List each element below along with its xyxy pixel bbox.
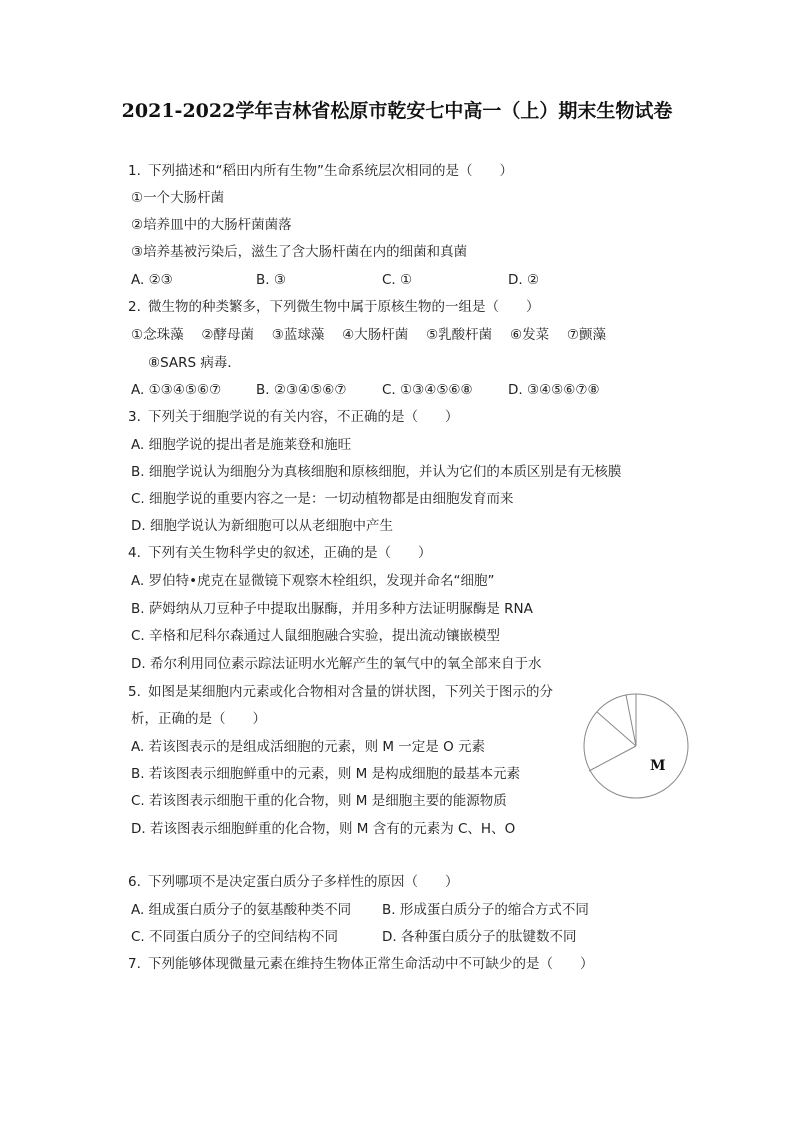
question-2 (128, 298, 540, 316)
q3-option-a: A. 细胞学说的提出者是施莱登和施旺 (131, 437, 352, 453)
q4-option-c: C. 辛格和尼科尔森通过人鼠细胞融合实验，提出流动镶嵌模型 (131, 628, 501, 644)
question-stem: 下列能够体现微量元素在维持生物体正常生命活动中不可缺少的是（ ） (148, 956, 594, 972)
q2-option-b: B. ②③④⑤⑥⑦ (256, 382, 347, 398)
pie-label-m: M (650, 758, 666, 774)
question-5-stem-continued: 析，正确的是（ ） (131, 711, 266, 727)
question-stem: 微生物的种类繁多，下列微生物中属于原核生物的一组是（ ） (148, 299, 540, 315)
q1-option-b: B. ③ (256, 272, 286, 288)
q1-item-1: ①一个大肠杆菌 (131, 190, 225, 206)
q4-option-d: D. 希尔利用同位素示踪法证明水光解产生的氧气中的氧全部来自于水 (131, 656, 542, 672)
question-stem: 如图是某细胞内元素或化合物相对含量的饼状图，下列关于图示的分 (148, 684, 553, 700)
question-number: 7. (128, 956, 141, 972)
question-3 (128, 408, 459, 426)
question-4 (128, 544, 432, 562)
q5-option-d: D. 若该图表示细胞鲜重的化合物，则 M 含有的元素为 C、H、O (131, 821, 516, 837)
q3-option-b: B. 细胞学说认为细胞分为真核细胞和原核细胞，并认为它们的本质区别是有无核膜 (131, 464, 622, 480)
question-7 (128, 955, 594, 973)
q1-item-3: ③培养基被污染后，滋生了含大肠杆菌在内的细菌和真菌 (131, 244, 468, 260)
q4-option-a: A. 罗伯特•虎克在显微镜下观察木栓组织，发现并命名“细胞” (131, 573, 495, 589)
question-number: 1. (128, 163, 141, 179)
q2-option-a: A. ①③④⑤⑥⑦ (131, 382, 222, 398)
question-number: 2. (128, 299, 141, 315)
q1-item-2: ②培养皿中的大肠杆菌菌落 (131, 217, 292, 233)
q2-option-d: D. ③④⑤⑥⑦⑧ (508, 382, 600, 398)
q6-option-a: A. 组成蛋白质分子的氨基酸种类不同 (131, 902, 352, 918)
q3-option-d: D. 细胞学说认为新细胞可以从老细胞中产生 (131, 518, 393, 534)
question-1 (128, 162, 513, 180)
q6-option-b: B. 形成蛋白质分子的缩合方式不同 (382, 902, 589, 918)
question-stem: 下列有关生物科学史的叙述，正确的是（ ） (148, 545, 432, 561)
question-number: 3. (128, 409, 141, 425)
q3-option-c: C. 细胞学说的重要内容之一是：一切动植物都是由细胞发育而来 (131, 491, 514, 507)
question-number: 6. (128, 874, 141, 890)
pie-chart-figure (580, 682, 692, 800)
q6-option-d: D. 各种蛋白质分子的肽键数不同 (382, 929, 577, 945)
question-stem: 下列哪项不是决定蛋白质分子多样性的原因（ ） (148, 874, 459, 890)
question-number: 4. (128, 545, 141, 561)
q5-option-a: A. 若该图表示的是组成活细胞的元素，则 M 一定是 O 元素 (131, 739, 486, 755)
question-5 (128, 683, 553, 701)
q6-option-c: C. 不同蛋白质分子的空间结构不同 (131, 929, 339, 945)
q1-option-c: C. ① (382, 272, 413, 288)
page-title: 2021-2022学年吉林省松原市乾安七中高一（上）期末生物试卷 (121, 100, 673, 122)
q2-item-2: ⑧SARS 病毒． (148, 355, 241, 371)
q2-option-c: C. ①③④⑤⑥⑧ (382, 382, 473, 398)
question-6 (128, 873, 459, 891)
q1-option-a: A. ②③ (131, 272, 173, 288)
q4-option-b: B. 萨姆纳从刀豆种子中提取出脲酶，并用多种方法证明脲酶是 RNA (131, 601, 533, 617)
q5-option-c: C. 若该图表示细胞干重的化合物，则 M 是细胞主要的能源物质 (131, 793, 507, 809)
q5-option-b: B. 若该图表示细胞鲜重中的元素，则 M 是构成细胞的最基本元素 (131, 766, 521, 782)
question-number: 5. (128, 684, 141, 700)
q2-item-1: ①念珠藻 ②酵母菌 ③蓝球藻 ④大肠杆菌 ⑤乳酸杆菌 ⑥发菜 ⑦颤藻 (131, 327, 606, 343)
pie-divider (589, 746, 636, 771)
q1-option-d: D. ② (508, 272, 540, 288)
question-stem: 下列关于细胞学说的有关内容，不正确的是（ ） (148, 409, 459, 425)
question-stem: 下列描述和“稻田内所有生物”生命系统层次相同的是（ ） (148, 163, 513, 179)
